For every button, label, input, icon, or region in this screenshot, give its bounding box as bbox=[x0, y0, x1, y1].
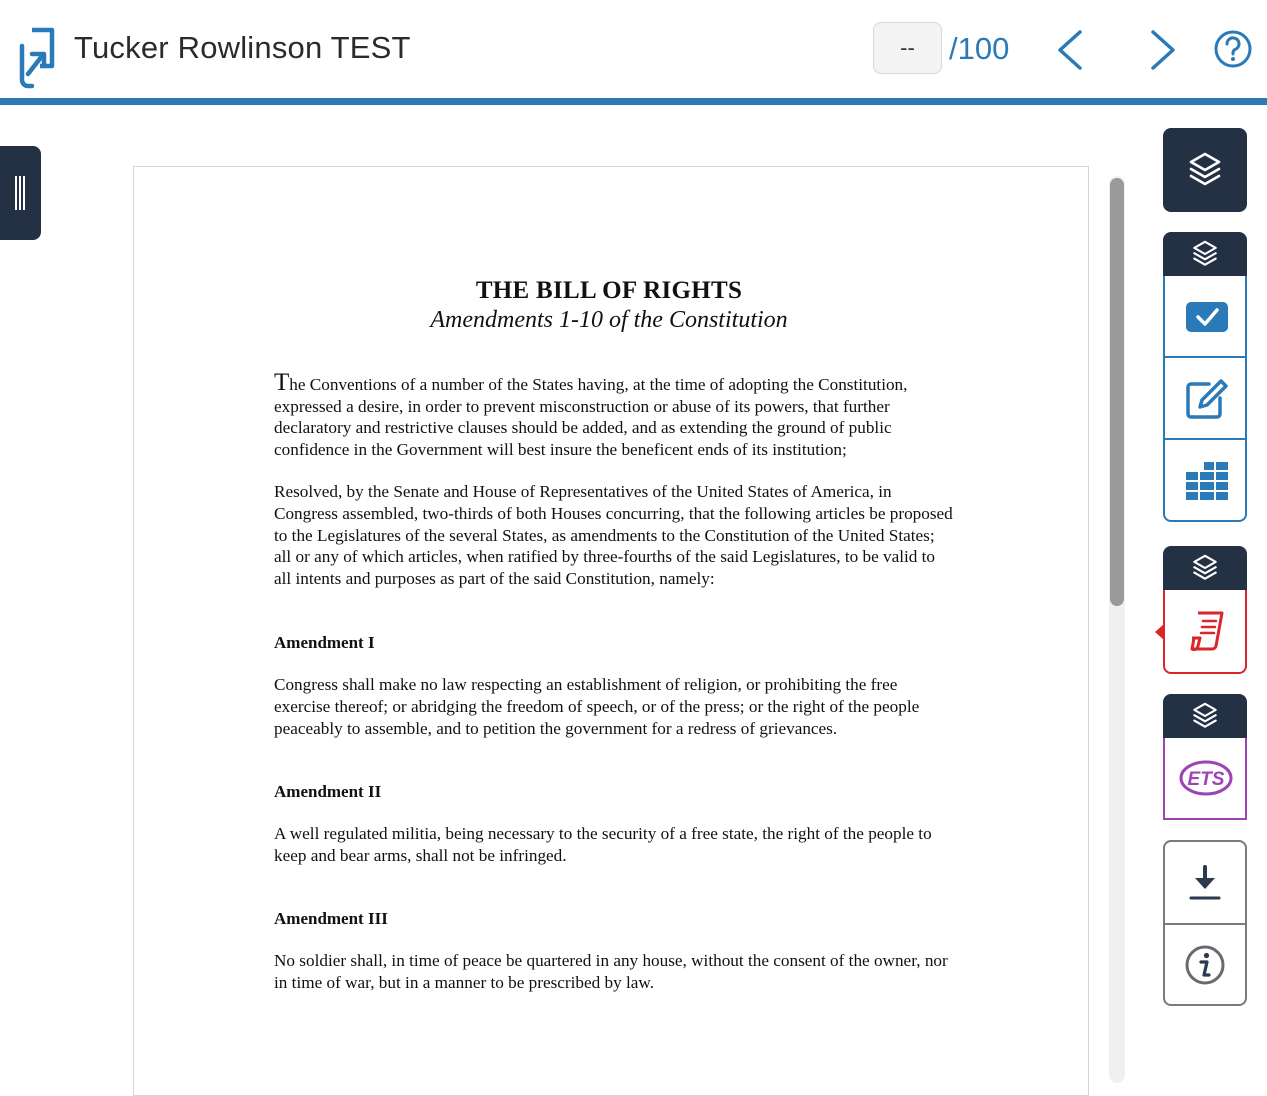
resolution-paragraph: Resolved, by the Senate and House of Representatives of the United States of America, in Congress assembled, two-thirds of both Houses concurring, that the following articles be proposed to the Legislatures of the several States, as amendments to the Constitution of the United States; all or any of which articles, when ratified by three-fourths of the said Legislatures, to be valid to all intents and purposes as part of the said Constitution, namely: bbox=[274, 482, 953, 588]
page-number-input[interactable]: -- bbox=[873, 22, 942, 74]
amendment-heading: Amendment III bbox=[274, 909, 388, 929]
amendment-text: Congress shall make no law respecting an establishment of religion, or prohibiting the free exercise thereof; or abridging the freedom of speech, or of the press; or the right of the people peaceably to assemble, and to petition the government for a redress of grievances. bbox=[274, 675, 920, 738]
chevron-left-icon bbox=[1060, 32, 1080, 68]
question-circle-icon bbox=[1216, 32, 1250, 66]
left-drawer-toggle[interactable] bbox=[0, 146, 41, 240]
ets-group-body bbox=[1163, 738, 1247, 820]
ets-group bbox=[1163, 694, 1247, 820]
document-subtitle: Amendments 1-10 of the Constitution bbox=[430, 307, 788, 333]
next-page-button[interactable] bbox=[1143, 24, 1183, 76]
layers-toggle-button[interactable] bbox=[1163, 128, 1247, 212]
help-button[interactable] bbox=[1212, 28, 1254, 70]
download-icon bbox=[1188, 864, 1222, 902]
tools-group bbox=[1163, 232, 1247, 522]
ets-button[interactable] bbox=[1165, 738, 1249, 818]
document-button[interactable] bbox=[1165, 590, 1249, 672]
info-button[interactable] bbox=[1165, 925, 1245, 1004]
document-title: THE BILL OF RIGHTS bbox=[475, 277, 743, 304]
grid-icon bbox=[1186, 462, 1228, 500]
document-page bbox=[274, 277, 954, 994]
app-header bbox=[0, 0, 1267, 98]
document-group-header[interactable] bbox=[1163, 546, 1247, 590]
layers-icon bbox=[1192, 239, 1218, 269]
download-button[interactable] bbox=[1165, 842, 1245, 923]
checkbox-checked-icon bbox=[1186, 302, 1228, 332]
svg-text:ETS: ETS bbox=[1187, 769, 1225, 790]
preamble-paragraph: The Conventions of a number of the States having, at the time of adopting the Constitution, expressed a desire, in order to prevent misconstruction or abuse of its powers, that further declaratory and restrictive clauses should be added, and as extending the ground of public confidence in the Government will best insure the beneficent ends of its institution; bbox=[274, 369, 908, 459]
grid-view-button[interactable] bbox=[1165, 440, 1249, 522]
document-group-body bbox=[1163, 590, 1247, 674]
previous-page-button[interactable] bbox=[1050, 24, 1090, 76]
document-icon bbox=[1188, 610, 1226, 652]
chevron-right-icon bbox=[1153, 32, 1173, 68]
checklist-button[interactable] bbox=[1165, 276, 1249, 358]
document-group bbox=[1163, 546, 1247, 674]
layers-icon bbox=[1192, 553, 1218, 583]
tools-group-body bbox=[1163, 276, 1247, 522]
page-total: /100 bbox=[949, 31, 1010, 66]
info-icon bbox=[1184, 944, 1226, 986]
edit-note-icon bbox=[1185, 378, 1229, 420]
tools-group-header[interactable] bbox=[1163, 232, 1247, 276]
login-arrow-logo bbox=[18, 26, 58, 90]
amendment-heading: Amendment II bbox=[274, 782, 382, 802]
utility-group bbox=[1163, 840, 1247, 1006]
header-divider bbox=[0, 98, 1267, 105]
ets-group-header[interactable] bbox=[1163, 694, 1247, 738]
app-title: Tucker Rowlinson TEST bbox=[74, 30, 411, 65]
scrollbar-thumb[interactable] bbox=[1110, 178, 1124, 606]
amendment-heading: Amendment I bbox=[274, 633, 375, 653]
ets-logo bbox=[1178, 758, 1236, 798]
amendment-text: No soldier shall, in time of peace be quartered in any house, without the consent of the owner, nor in time of war, but in a manner to be prescribed by law. bbox=[274, 951, 948, 992]
amendment-text: A well regulated militia, being necessary to the security of a free state, the right of the people to keep and bear arms, shall not be infringed. bbox=[274, 824, 932, 865]
active-pointer bbox=[1155, 624, 1164, 640]
layers-icon bbox=[1192, 701, 1218, 731]
layers-icon bbox=[1188, 151, 1222, 189]
notes-button[interactable] bbox=[1165, 358, 1249, 440]
document-viewer[interactable] bbox=[133, 166, 1089, 1096]
